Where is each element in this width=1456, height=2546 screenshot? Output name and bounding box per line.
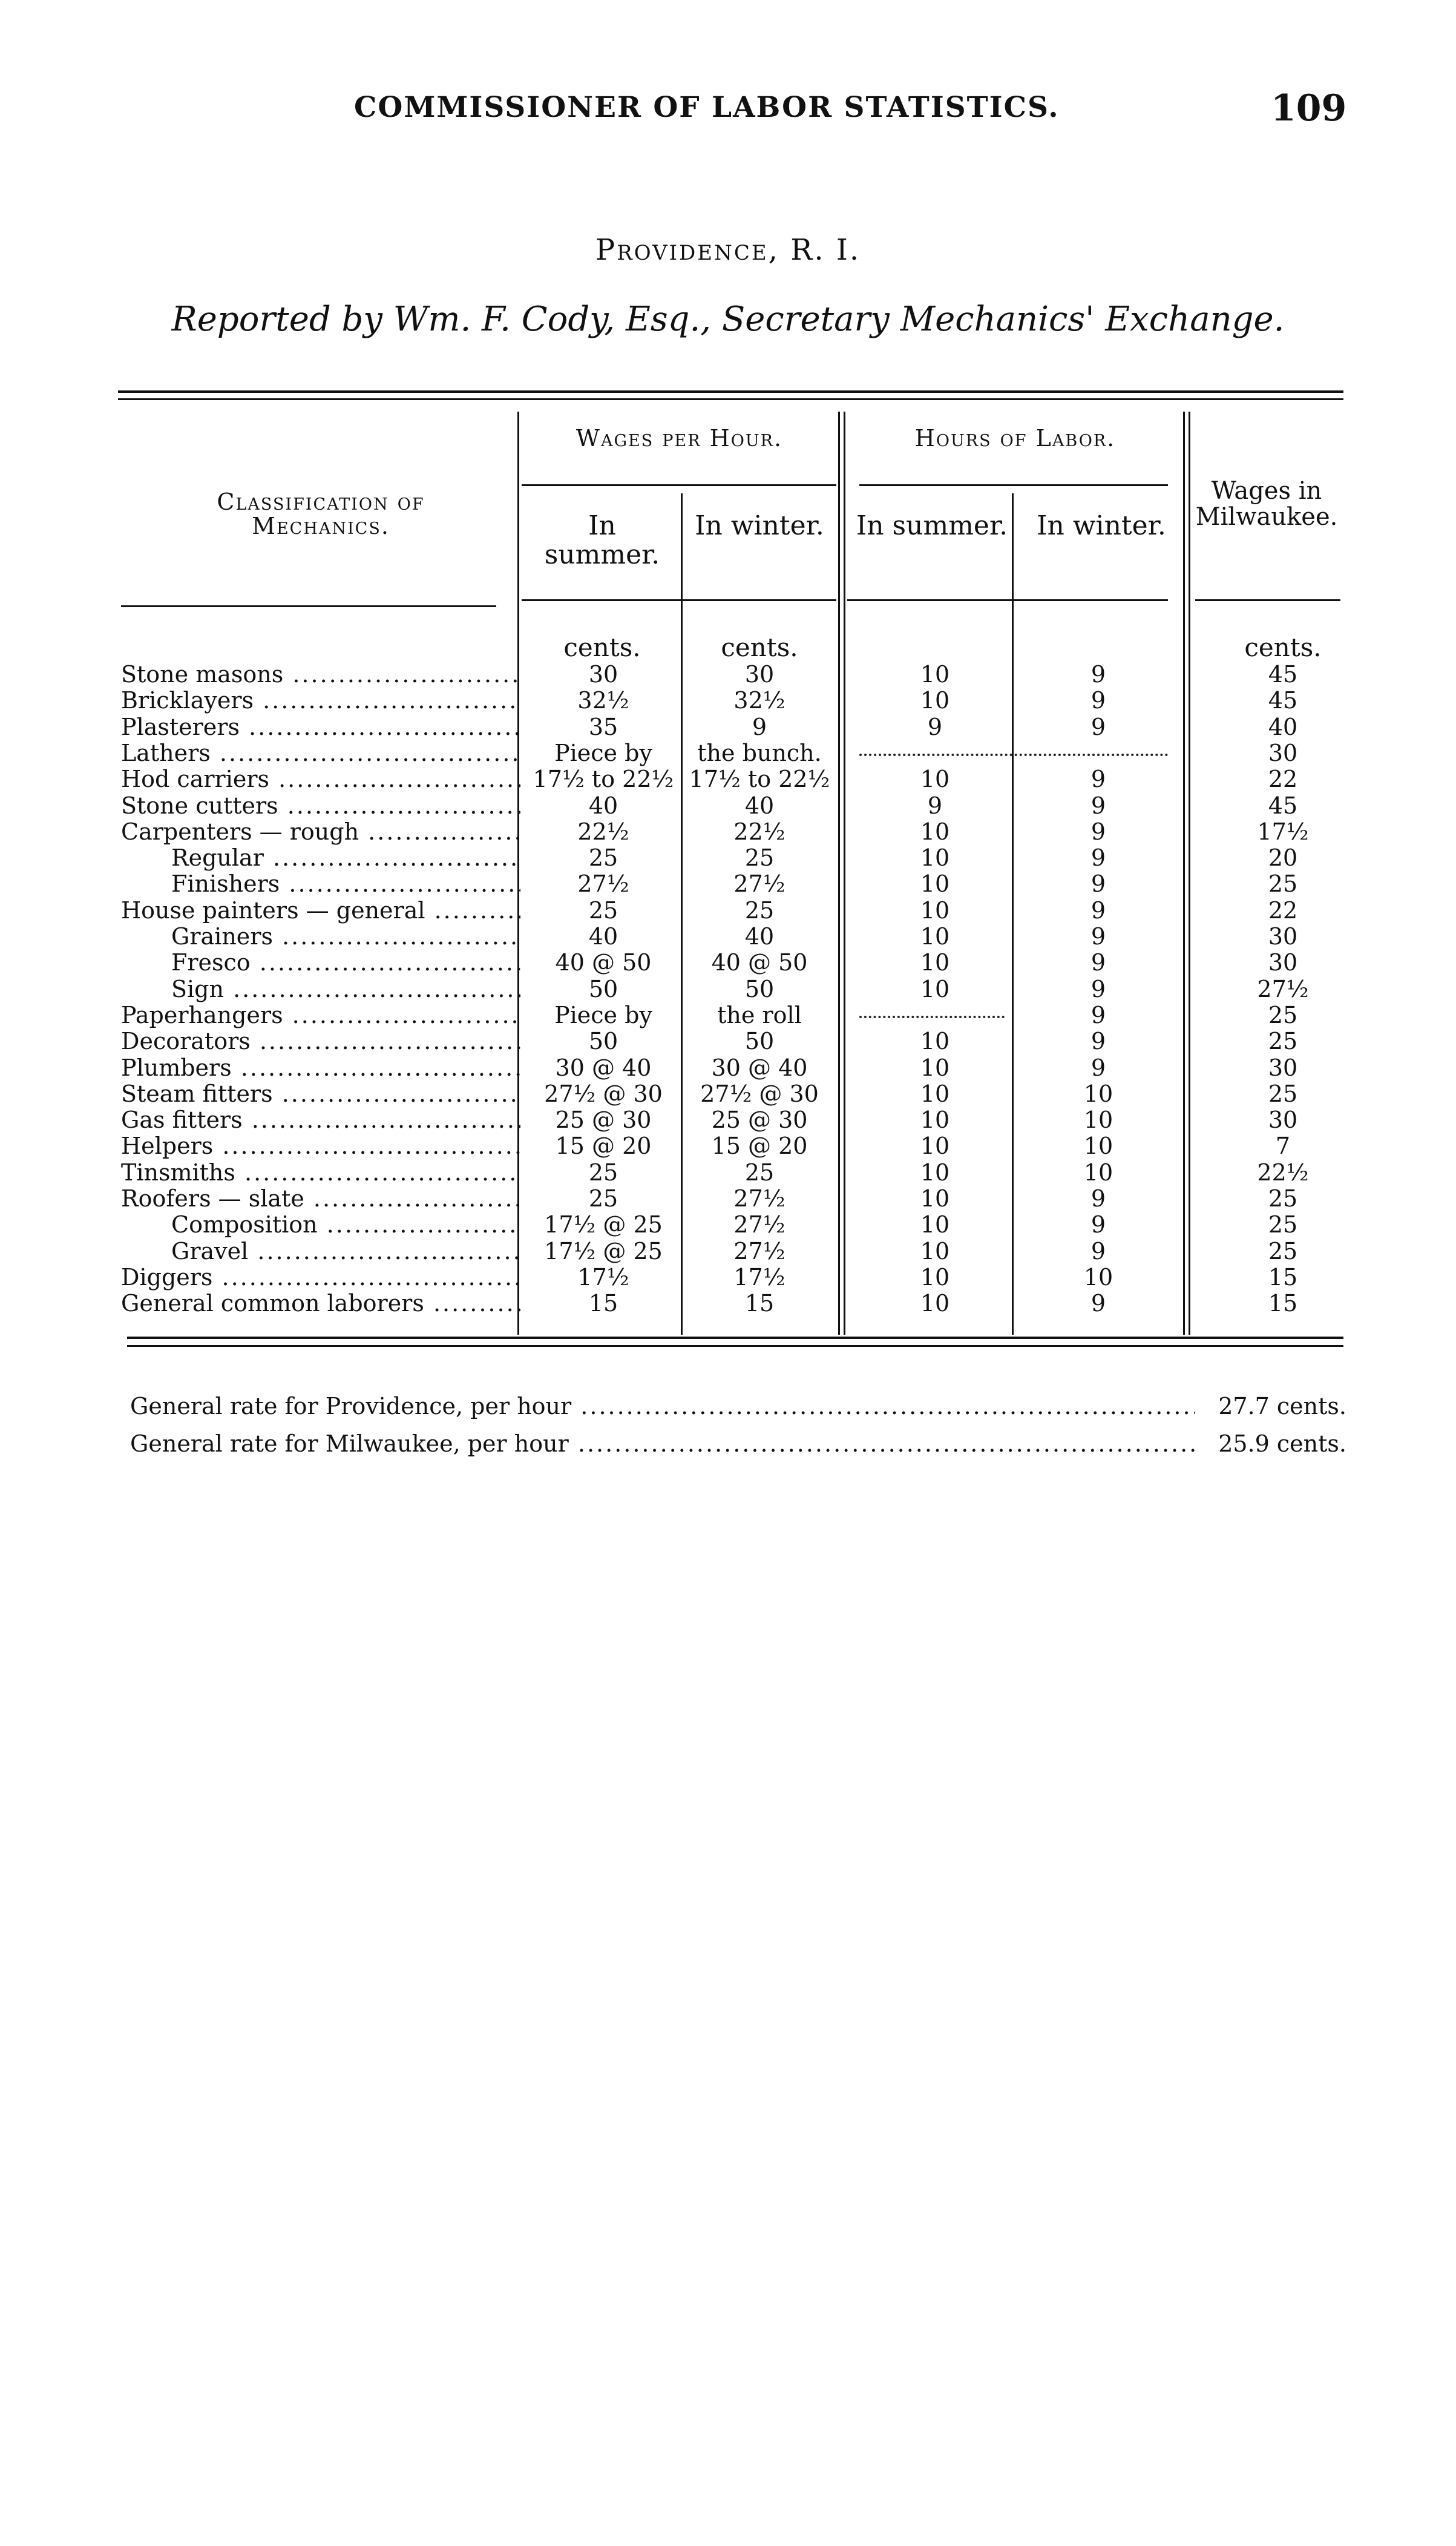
hours-summer-cell: 9: [927, 792, 943, 819]
milwaukee-wage-cell: 30: [1268, 1107, 1298, 1134]
wages-winter-cell: 50: [744, 975, 775, 1002]
general-rate-providence-value: 27.7 cents.: [1218, 1393, 1346, 1419]
wages-winter-cell: 27½: [733, 870, 785, 898]
mechanic-classification: Paperhangers .....: [121, 1002, 520, 1028]
wages-winter-cell: 40 @ 50: [711, 949, 808, 976]
hours-winter-cell: 9: [1090, 766, 1106, 793]
hours-summer-cell: 10: [920, 1107, 950, 1134]
milwaukee-wage-cell: 25: [1268, 1185, 1298, 1212]
units-wages-winter: cents.: [721, 633, 798, 662]
milwaukee-wage-cell: 22: [1268, 766, 1298, 793]
hours-group-rule: [859, 484, 1168, 486]
wages-summer-cell: 17½ to 22½: [533, 766, 674, 793]
hours-summer-cell: 10: [920, 687, 950, 714]
hours-winter-cell: 9: [1090, 1211, 1106, 1238]
table-row: [0, 898, 1456, 924]
wages-winter-cell: 25: [744, 896, 775, 924]
wages-summer-cell: Piece by: [554, 739, 652, 766]
wages-winter-cell: 25: [744, 1159, 775, 1186]
hours-summer-cell: 10: [920, 1185, 950, 1212]
wages-summer-cell: 50: [588, 975, 618, 1002]
running-head: [0, 87, 1456, 139]
wages-winter-cell: 40: [744, 923, 775, 950]
hours-winter-cell: 9: [1090, 975, 1106, 1002]
mechanic-classification: Lathers .....: [121, 740, 520, 766]
wages-group-rule: [522, 484, 836, 486]
wages-summer-cell: 40 @ 50: [555, 949, 652, 976]
wages-winter-cell: 40: [744, 792, 775, 819]
table-row: [0, 714, 1456, 740]
milwaukee-wage-cell: 25: [1268, 1001, 1298, 1028]
wages-winter-cell: 17½ to 22½: [689, 766, 830, 793]
hours-summer-cell: 10: [920, 1290, 950, 1317]
wages-winter-cell: 27½: [733, 1237, 785, 1265]
running-title: COMMISSIONER OF LABOR STATISTICS.: [354, 91, 1060, 124]
mechanic-classification: Steam fitters .....: [121, 1081, 520, 1107]
hours-summer-cell: 10: [920, 923, 950, 950]
header-bottom-rule: [121, 605, 496, 607]
hours-winter-cell: 9: [1090, 1054, 1106, 1081]
hours-winter-cell: 9: [1090, 713, 1106, 740]
table-row: [0, 1265, 1456, 1291]
wages-winter-cell: 27½: [733, 1185, 785, 1212]
wages-winter-cell: 15 @ 20: [711, 1133, 808, 1160]
table-row: [0, 1238, 1456, 1265]
hours-summer-cell: 10: [920, 1133, 950, 1160]
table-row: [0, 819, 1456, 845]
table-row: [0, 766, 1456, 792]
hours-summer-cell: 10: [920, 1159, 950, 1186]
units-wages-summer: cents.: [563, 633, 641, 662]
wages-winter-cell: 27½ @ 30: [700, 1080, 819, 1107]
hours-winter-cell: 9: [1090, 1028, 1106, 1055]
hours-summer-cell: 10: [920, 1028, 950, 1055]
hours-summer-cell: 10: [920, 870, 950, 898]
mechanic-classification: Plasterers .....: [121, 714, 520, 740]
wages-summer-cell: 30 @ 40: [555, 1054, 652, 1081]
subheader-wages-winter: In winter.: [695, 510, 824, 541]
mechanic-classification: General common laborers .....: [121, 1291, 520, 1317]
milwaukee-wage-cell: 45: [1268, 661, 1298, 688]
hours-summer-cell: 10: [920, 1211, 950, 1238]
header-classification: Classification of Mechanics.: [217, 488, 425, 539]
mechanic-classification: Regular .....: [171, 845, 520, 871]
mechanic-classification: Composition .....: [171, 1212, 520, 1238]
table-row: [0, 1291, 1456, 1317]
wages-summer-cell: 25: [588, 1159, 618, 1186]
table-row: [0, 950, 1456, 976]
table-row: [0, 1186, 1456, 1212]
mechanic-classification: Bricklayers .....: [121, 688, 520, 714]
mechanic-classification: Tinsmiths .....: [121, 1160, 520, 1186]
header-milwaukee: Wages in Milwaukee.: [1195, 477, 1338, 531]
table-row: [0, 1160, 1456, 1186]
hours-winter-cell: 10: [1083, 1107, 1113, 1134]
mechanic-classification: Gas fitters .....: [121, 1107, 520, 1133]
wages-summer-cell: Piece by: [554, 1001, 652, 1028]
table-row: [0, 924, 1456, 950]
wages-winter-cell: 50: [744, 1028, 775, 1055]
milwaukee-wage-cell: 25: [1268, 1237, 1298, 1265]
wages-summer-cell: 17½: [577, 1263, 629, 1291]
hours-winter-cell: 9: [1090, 923, 1106, 950]
milwaukee-wage-cell: 25: [1268, 1211, 1298, 1238]
subheader-wages-summer: In summer.: [544, 510, 660, 570]
hours-winter-cell: 10: [1083, 1159, 1113, 1186]
milwaukee-wage-cell: 40: [1268, 713, 1298, 740]
wages-winter-cell: 22½: [733, 818, 785, 845]
hours-winter-cell: 10: [1083, 1133, 1113, 1160]
hours-summer-cell: 10: [920, 1263, 950, 1291]
wages-summer-cell: 27½: [577, 870, 629, 898]
hours-winter-cell: 9: [1090, 661, 1106, 688]
mechanic-classification: Hod carriers .....: [121, 766, 520, 792]
milwaukee-wage-cell: 25: [1268, 1080, 1298, 1107]
hours-summer-cell: 10: [920, 896, 950, 924]
page-number: 109: [1271, 87, 1347, 130]
wages-summer-cell: 40: [588, 923, 618, 950]
hours-winter-cell: 9: [1090, 792, 1106, 819]
table-row: [0, 871, 1456, 897]
general-rate-milwaukee-value: 25.9 cents.: [1218, 1430, 1346, 1457]
wages-summer-cell: 25: [588, 844, 618, 872]
general-rate-milwaukee-label: General rate for Milwaukee, per hour .....: [130, 1427, 1195, 1461]
hours-summer-cell: 10: [920, 1054, 950, 1081]
general-rate-providence: [130, 1389, 1346, 1423]
milwaukee-wage-cell: 15: [1268, 1263, 1298, 1291]
table-row: [0, 1133, 1456, 1159]
milwaukee-wage-cell: 20: [1268, 844, 1298, 872]
wages-summer-cell: 50: [588, 1028, 618, 1055]
subheader-hours-winter: In winter.: [1037, 510, 1166, 541]
units-milwaukee: cents.: [1244, 633, 1322, 662]
header-bottom-rule: [1195, 599, 1340, 601]
mechanic-classification: Finishers .....: [171, 871, 520, 897]
hours-winter-cell: 9: [1090, 1290, 1106, 1317]
subheader-hours-summer: In summer.: [856, 510, 1008, 541]
wages-winter-cell: 15: [744, 1290, 775, 1317]
hours-winter-cell: 10: [1083, 1263, 1113, 1291]
mechanic-classification: Gravel .....: [171, 1238, 520, 1265]
table-top-rule-2: [118, 398, 1343, 400]
header-bottom-rule: [847, 599, 1168, 601]
mechanic-classification: Stone cutters .....: [121, 793, 520, 819]
wages-summer-cell: 22½: [577, 818, 629, 845]
dotted-leader: [859, 754, 1168, 756]
wages-summer-cell: 27½ @ 30: [544, 1080, 663, 1107]
wages-summer-cell: 30: [588, 661, 618, 688]
wages-summer-cell: 15 @ 20: [555, 1133, 652, 1160]
hours-winter-cell: 9: [1090, 844, 1106, 872]
milwaukee-wage-cell: 15: [1268, 1290, 1298, 1317]
header-bottom-rule: [522, 599, 836, 601]
wages-winter-cell: the roll: [717, 1001, 802, 1028]
hours-winter-cell: 9: [1090, 1185, 1106, 1212]
hours-summer-cell: 10: [920, 975, 950, 1002]
wages-summer-cell: 15: [588, 1290, 618, 1317]
wages-winter-cell: 17½: [733, 1263, 785, 1291]
mechanic-classification: Helpers .....: [121, 1133, 520, 1159]
milwaukee-wage-cell: 22½: [1257, 1159, 1309, 1186]
milwaukee-wage-cell: 22: [1268, 896, 1298, 924]
table-top-rule: [118, 390, 1343, 393]
hours-winter-cell: 9: [1090, 818, 1106, 845]
table-row: [0, 688, 1456, 714]
table-row: [0, 1055, 1456, 1081]
milwaukee-wage-cell: 30: [1268, 739, 1298, 766]
hours-summer-cell: 10: [920, 818, 950, 845]
hours-summer-cell: 10: [920, 949, 950, 976]
wages-winter-cell: the bunch.: [697, 739, 822, 766]
hours-summer-cell: 10: [920, 1080, 950, 1107]
wages-summer-cell: 17½ @ 25: [544, 1237, 663, 1265]
wages-summer-cell: 35: [588, 713, 618, 740]
table-row: [0, 1081, 1456, 1107]
hours-summer-cell: 10: [920, 844, 950, 872]
wages-winter-cell: 9: [752, 713, 767, 740]
hours-summer-cell: 9: [927, 713, 943, 740]
hours-summer-cell: 10: [920, 766, 950, 793]
hours-winter-cell: 9: [1090, 949, 1106, 976]
wages-winter-cell: 32½: [733, 687, 785, 714]
table-bottom-rule: [127, 1337, 1343, 1339]
header-wages-per-hour: Wages per Hour.: [576, 425, 783, 452]
wages-winter-cell: 30: [744, 661, 775, 688]
mechanic-classification: Roofers — slate .....: [121, 1186, 520, 1212]
hours-winter-cell: 9: [1090, 1001, 1106, 1028]
table-row: [0, 740, 1456, 766]
wages-summer-cell: 17½ @ 25: [544, 1211, 663, 1238]
general-rate-providence-label: General rate for Providence, per hour .....: [130, 1389, 1195, 1423]
milwaukee-wage-cell: 7: [1275, 1133, 1291, 1160]
mechanic-classification: Plumbers .....: [121, 1055, 520, 1081]
table-row: [0, 976, 1456, 1002]
mechanic-classification: Sign .....: [171, 976, 520, 1002]
wages-summer-cell: 25 @ 30: [555, 1107, 652, 1134]
mechanic-classification: Decorators .....: [121, 1028, 520, 1054]
mechanic-classification: Grainers .....: [171, 924, 520, 950]
milwaukee-wage-cell: 25: [1268, 1028, 1298, 1055]
milwaukee-wage-cell: 25: [1268, 870, 1298, 898]
mechanic-classification: Fresco .....: [171, 950, 520, 976]
wages-summer-cell: 32½: [577, 687, 629, 714]
wages-summer-cell: 40: [588, 792, 618, 819]
table-row: [0, 845, 1456, 871]
table-row: [0, 1107, 1456, 1133]
city-heading: Providence, R. I.: [595, 233, 861, 267]
wages-winter-cell: 27½: [733, 1211, 785, 1238]
wages-winter-cell: 25 @ 30: [711, 1107, 808, 1134]
hours-summer-cell: 10: [920, 1237, 950, 1265]
general-rate-milwaukee: [130, 1427, 1346, 1461]
milwaukee-wage-cell: 45: [1268, 687, 1298, 714]
mechanic-classification: Stone masons .....: [121, 662, 520, 688]
milwaukee-wage-cell: 30: [1268, 949, 1298, 976]
wages-summer-cell: 25: [588, 896, 618, 924]
hours-summer-cell: 10: [920, 661, 950, 688]
table-row: [0, 1002, 1456, 1028]
hours-winter-cell: 9: [1090, 687, 1106, 714]
reported-by-line: Reported by Wm. F. Cody, Esq., Secretary Mechanics' Exchange.: [171, 300, 1285, 339]
hours-winter-cell: 9: [1090, 896, 1106, 924]
table-bottom-rule-2: [127, 1345, 1343, 1347]
table-row: [0, 793, 1456, 819]
wages-winter-cell: 25: [744, 844, 775, 872]
dotted-leader: [859, 1016, 1005, 1018]
mechanic-classification: House painters — general .....: [121, 898, 520, 924]
milwaukee-wage-cell: 30: [1268, 1054, 1298, 1081]
milwaukee-wage-cell: 30: [1268, 923, 1298, 950]
header-hours-of-labor: Hours of Labor.: [914, 425, 1116, 452]
hours-winter-cell: 10: [1083, 1080, 1113, 1107]
table-row: [0, 1212, 1456, 1238]
milwaukee-wage-cell: 45: [1268, 792, 1298, 819]
hours-winter-cell: 9: [1090, 870, 1106, 898]
mechanic-classification: Carpenters — rough .....: [121, 819, 520, 845]
table-row: [0, 662, 1456, 688]
milwaukee-wage-cell: 27½: [1257, 975, 1309, 1002]
wages-summer-cell: 25: [588, 1185, 618, 1212]
wages-winter-cell: 30 @ 40: [711, 1054, 808, 1081]
mechanic-classification: Diggers .....: [121, 1265, 520, 1291]
hours-winter-cell: 9: [1090, 1237, 1106, 1265]
table-row: [0, 1028, 1456, 1054]
milwaukee-wage-cell: 17½: [1257, 818, 1309, 845]
